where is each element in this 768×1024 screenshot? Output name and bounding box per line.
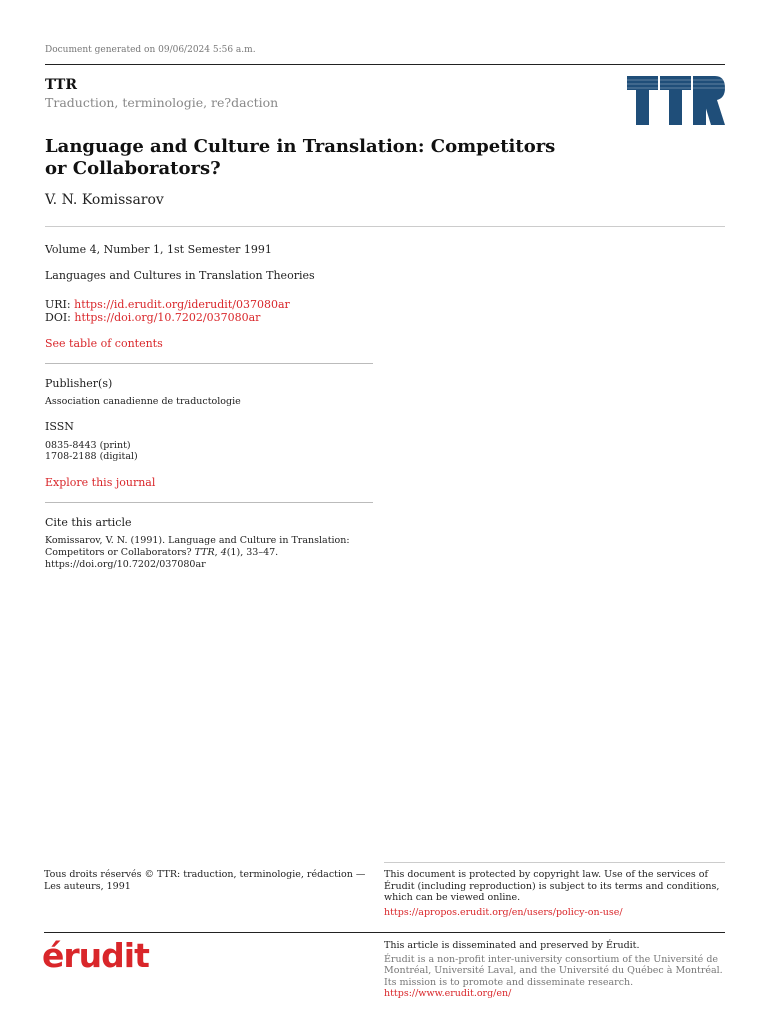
explore-journal-link[interactable]: Explore this journal [45,476,156,489]
publisher-heading: Publisher(s) [45,377,113,390]
section-divider [45,502,373,503]
doi-link[interactable]: https://doi.org/10.7202/037080ar [74,311,261,324]
article-author: V. N. Komissarov [45,192,164,208]
erudit-description: Érudit is a non-profit inter-university consortium of the Université de Montréal, Université Laval, and the Université du Québec à Montréal. Its mission is to promote and disseminate research. [384,953,723,988]
article-title: Language and Culture in Translation: Competitors or Collaborators? [45,136,556,179]
ttr-logo-icon [627,76,725,125]
generated-date: Document generated on 09/06/2024 5:56 a.m. [45,45,256,55]
disseminated-text: This article is disseminated and preserved by Érudit. [384,940,640,951]
top-divider [45,64,725,65]
doi-row [45,311,260,324]
volume-info: Volume 4, Number 1, 1st Semester 1991 [45,243,272,256]
cite-heading: Cite this article [45,516,132,529]
erudit-info [384,940,724,1000]
journal-name: TTR [45,77,77,93]
uri-link[interactable]: https://id.erudit.org/iderudit/037080ar [74,298,290,311]
citation-text: Komissarov, V. N. (1991). Language and Culture in Translation: Competitors or Collaborators? TTR, 4(1), 33–47. https://doi.org/10.7202/037080ar [45,535,350,570]
copyright-notice: This document is protected by copyright law. Use of the services of Érudit (including reproduction) is subject to its terms and conditions, which can be viewed online. https://apropos.erudit.org/en/users/policy-on-use/ [384,869,724,918]
issn-print: 0835-8443 (print) [45,440,131,451]
table-of-contents-link[interactable]: See table of contents [45,337,163,350]
doi-label: DOI: [45,311,71,324]
footer-divider [384,862,725,863]
journal-subtitle: Traduction, terminologie, re?daction [45,95,279,110]
footer-bottom-divider [44,932,725,933]
issue-theme: Languages and Cultures in Translation Theories [45,269,315,282]
section-divider [45,363,373,364]
publisher-name: Association canadienne de traductologie [45,396,241,407]
issn-digital: 1708-2188 (digital) [45,451,138,462]
rights-notice: Tous droits réservés © TTR: traduction, terminologie, rédaction — Les auteurs, 1991 [44,869,366,892]
issn-heading: ISSN [45,420,74,433]
erudit-logo[interactable]: érudit [42,936,149,975]
erudit-link[interactable]: https://www.erudit.org/en/ [384,988,512,999]
policy-link[interactable]: https://apropos.erudit.org/en/users/policy-on-use/ [384,906,623,918]
uri-row [45,298,290,311]
uri-label: URI: [45,298,71,311]
header-divider [45,226,725,227]
